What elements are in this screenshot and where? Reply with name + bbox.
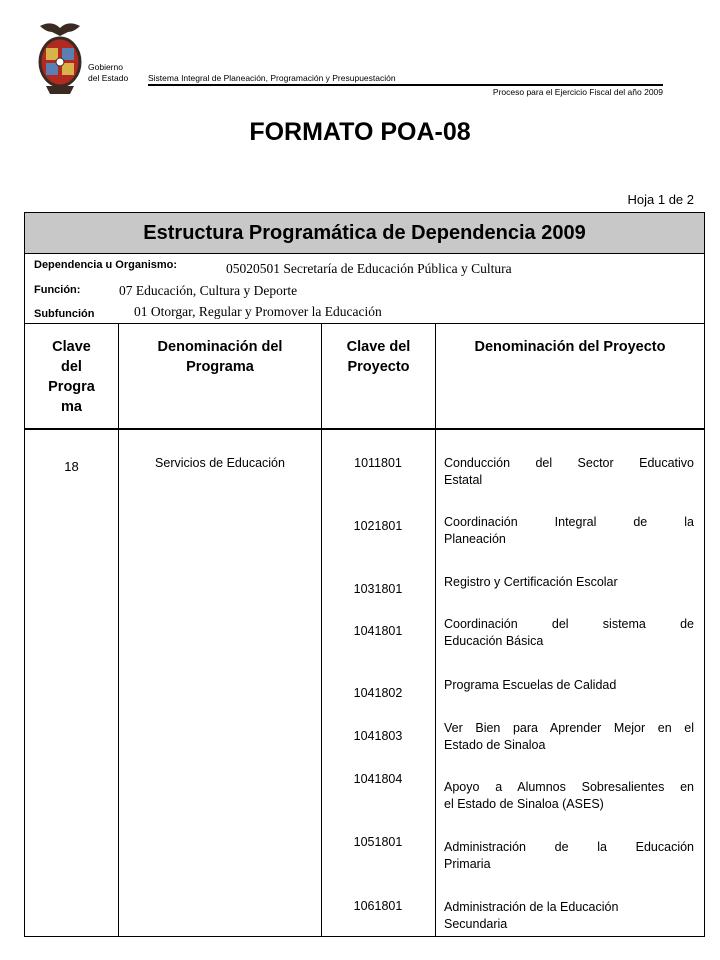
project-code: 1061801 [353, 899, 403, 913]
dependencia-value: 05020501 Secretaría de Educación Pública y Cultura [226, 261, 512, 276]
header-rule [148, 84, 663, 86]
dependencia-label: Dependencia u Organismo: [34, 259, 178, 271]
project-name: Coordinación del sistema de Educación Básica [444, 617, 694, 648]
header-denominacion-programa: Denominación del Programa [157, 339, 283, 375]
page-indicator: Hoja 1 de 2 [627, 192, 694, 207]
project-name: Administración de la Educación Primaria [444, 840, 694, 871]
header-divider [25, 428, 704, 430]
state-coat-of-arms-logo [34, 18, 86, 96]
project-name: Administración de la Educación Secundaria [444, 900, 619, 931]
project-code: 1021801 [353, 519, 403, 533]
project-code: 1031801 [353, 582, 403, 596]
program-name: Servicios de Educación [155, 456, 285, 470]
project-code: 1041803 [353, 729, 403, 743]
program-code: 18 [64, 459, 79, 474]
subfuncion-label: Subfunción [34, 308, 95, 320]
project-name: Programa Escuelas de Calidad [444, 678, 617, 692]
gobierno-label: Gobierno [88, 62, 123, 72]
project-name: Ver Bien para Aprender Mejor en el Estado de Sinaloa [444, 721, 694, 752]
project-code: 1041801 [353, 624, 403, 638]
section-title: Estructura Programática de Dependencia 2009 [25, 213, 704, 254]
section-divider [25, 323, 704, 324]
header-clave-programa: Clave del Progra ma [48, 339, 95, 415]
project-code: 1011801 [354, 456, 402, 470]
project-name: Coordinación Integral de la Planeación [444, 515, 694, 546]
header-clave-proyecto: Clave del Proyecto [346, 339, 411, 375]
project-name: Registro y Certificación Escolar [444, 575, 618, 589]
funcion-label: Función: [34, 284, 81, 296]
document-title: FORMATO POA-08 [249, 118, 471, 146]
column-divider [435, 324, 436, 936]
project-code: 1041802 [353, 686, 403, 700]
process-label: Proceso para el Ejercicio Fiscal del año 2009 [492, 87, 663, 97]
header-denominacion-proyecto: Denominación del Proyecto [474, 339, 666, 355]
project-code: 1051801 [353, 835, 403, 849]
del-estado-label: del Estado [88, 73, 129, 83]
project-name: Conducción del Sector Educativo Estatal [444, 456, 694, 487]
column-divider [118, 324, 119, 936]
project-code: 1041804 [353, 772, 403, 786]
project-name: Apoyo a Alumnos Sobresalientes en el Estado de Sinaloa (ASES) [444, 780, 694, 811]
system-name: Sistema Integral de Planeación, Programación y Presupuestación [148, 73, 396, 83]
subfuncion-value: 01 Otorgar, Regular y Promover la Educación [134, 304, 382, 319]
funcion-value: 07 Educación, Cultura y Deporte [119, 283, 298, 298]
